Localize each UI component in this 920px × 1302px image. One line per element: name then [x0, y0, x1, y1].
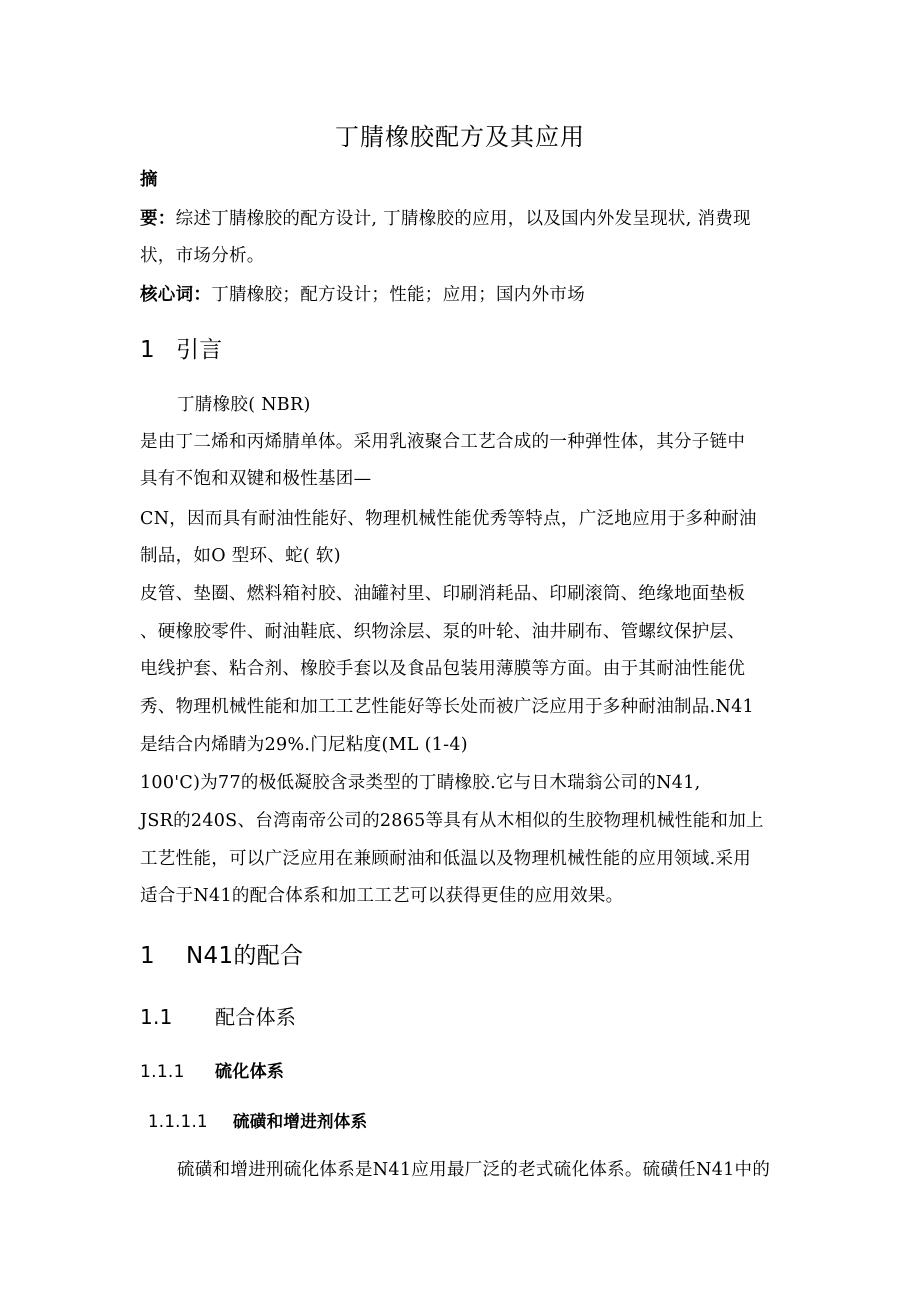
abstract-line-1 — [140, 207, 751, 231]
abstract-text-1: 综述丁腈橡胶的配方设计, 丁腈橡胶的应用，以及国内外发呈现状, 消费现 — [175, 209, 751, 229]
intro-line-1: 丁腈橡胶( NBR) — [177, 395, 311, 415]
abstract-label-second-char: 要： — [140, 209, 176, 229]
section-2-1-1-title: 硫化体系 — [215, 1062, 285, 1082]
section-2-1-heading — [140, 1003, 296, 1031]
section-2-1-1-number: 1.1.1 — [140, 1062, 185, 1082]
section-1-title: 引言 — [176, 337, 223, 363]
section-2-1-1-1-heading — [148, 1110, 367, 1134]
intro-line-9: 秀、物理机械性能和加工工艺性能好等长处而被广泛应用于多种耐油制品.N41 — [140, 697, 754, 717]
section-2-1-1-1-title: 硫磺和增进剂体系 — [233, 1112, 368, 1131]
intro-line-7: 、硬橡胶零件、耐油鞋底、织物涂层、泵的叶轮、油井刷布、管螺纹保护层、 — [140, 622, 746, 642]
section-2-number: 1 — [140, 943, 155, 969]
intro-line-8: 电线护套、粘合剂、橡胶手套以及食品包装用薄膜等方面。由于其耐油性能优 — [140, 659, 746, 679]
last-paragraph-line: 硫磺和增进刑硫化体系是N41应用最厂泛的老式硫化体系。硫磺任N41中的 — [177, 1160, 771, 1180]
intro-line-11: 100'C)为77的极低凝胶含录类型的丁睛橡胶.它与日木瑞翁公司的N41, — [140, 773, 701, 793]
intro-line-14: 适合于N41的配合体系和加工工艺可以获得更佳的应用效果。 — [140, 886, 624, 906]
intro-line-4: CN，因而具有耐油性能好、物理机械性能优秀等特点，广泛地应用于多种耐油 — [140, 509, 757, 529]
intro-line-6: 皮管、垫圈、燃料箱衬胶、油罐衬里、印刷消耗品、印刷滚筒、绝缘地面垫板 — [140, 584, 746, 604]
section-2-title: N41的配合 — [186, 943, 304, 969]
section-2-1-1-heading — [140, 1060, 284, 1084]
section-1-number: 1 — [140, 337, 155, 363]
section-2-1-title: 配合体系 — [215, 1005, 297, 1029]
intro-line-13: 工艺性能，可以广泛应用在兼顾耐油和低温以及物理机械性能的应用领域.采用 — [140, 849, 752, 869]
abstract-label-first-char: 摘 — [140, 170, 158, 190]
intro-line-2: 是由丁二烯和丙烯腈单体。采用乳液聚合工艺合成的一种弹性体，其分子链中 — [140, 432, 746, 452]
abstract-line-2: 状，市场分析。 — [140, 246, 265, 266]
document-title: 丁腈橡胶配方及其应用 — [335, 123, 585, 151]
intro-line-5: 制品，如O 型环、蛇( 软) — [140, 546, 341, 566]
section-1-heading — [140, 335, 223, 365]
keywords-line — [140, 283, 585, 307]
keywords-text: 丁腈橡胶；配方设计；性能；应用；国内外市场 — [211, 285, 586, 305]
intro-line-10: 是结合内烯睛为29%.门尼粘度(ML (1-4) — [140, 735, 468, 755]
keywords-label: 核心词： — [140, 285, 212, 305]
section-2-1-number: 1.1 — [140, 1005, 173, 1029]
intro-line-12: JSR的240S、台湾南帝公司的2865等具有从木相似的生胶物理机械性能和加上 — [140, 811, 764, 831]
intro-line-3: 具有不饱和双键和极性基团— — [140, 469, 372, 489]
section-2-1-1-1-number: 1.1.1.1 — [148, 1112, 208, 1131]
section-2-heading — [140, 941, 303, 971]
